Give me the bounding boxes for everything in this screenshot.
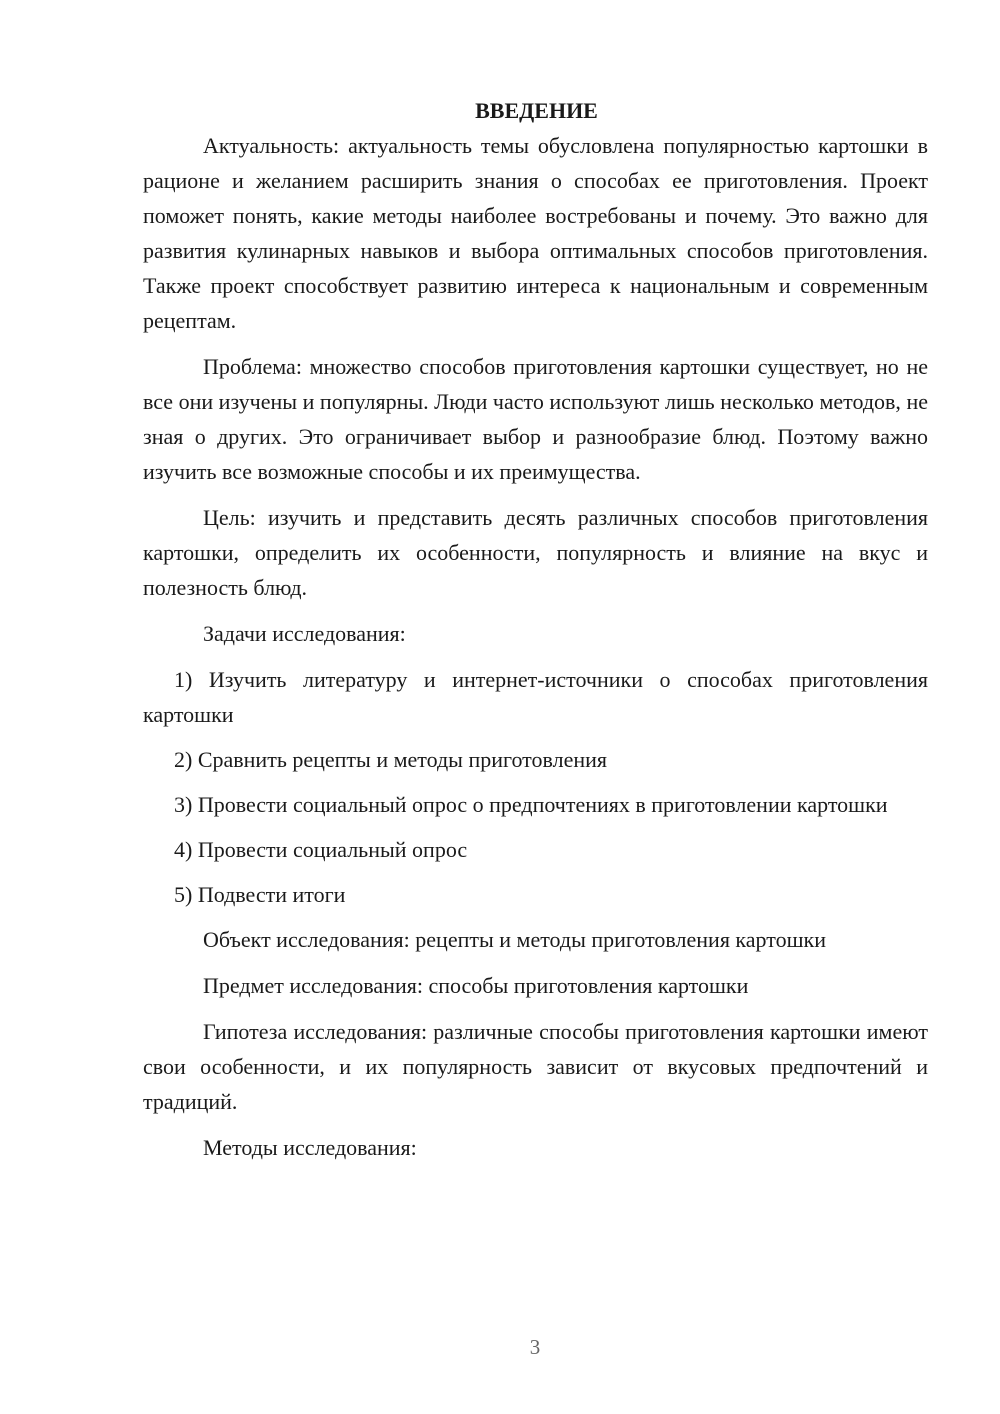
task-item: 3) Провести социальный опрос о предпочтениях в приготовлении картошки bbox=[174, 792, 888, 817]
paragraph-object: Объект исследования: рецепты и методы приготовления картошки bbox=[203, 927, 826, 952]
task-item: 5) Подвести итоги bbox=[174, 882, 346, 907]
task-item: 4) Провести социальный опрос bbox=[174, 837, 468, 862]
paragraph-subject: Предмет исследования: способы приготовления картошки bbox=[203, 973, 749, 998]
paragraph-methods: Методы исследования: bbox=[203, 1135, 417, 1160]
task-item: 2) Сравнить рецепты и методы приготовления bbox=[174, 747, 608, 772]
paragraph-tasks-heading: Задачи исследования: bbox=[203, 621, 406, 646]
document-body bbox=[143, 93, 928, 1176]
page-number: 3 bbox=[529, 1335, 541, 1359]
task-item: 1) Изучить литературу и интернет-источники о способах приготовления картошки bbox=[143, 667, 928, 727]
paragraph-problem: Проблема: множество способов приготовления картошки существует, но не все они изучены и популярны. Люди часто используют лишь несколько методов, не зная о других. Это ограничивает выбор и разнообразие блюд. Поэтому важно изучить все возможные способы и их преимущества. bbox=[143, 354, 928, 484]
paragraph-hypothesis: Гипотеза исследования: различные способы приготовления картошки имеют свои особенности, и их популярность зависит от вкусовых предпочтений и традиций. bbox=[143, 1019, 928, 1114]
paragraph-relevance: Актуальность: актуальность темы обусловлена популярностью картошки в рационе и желанием расширить знания о способах ее приготовления. Проект поможет понять, какие методы наиболее востребованы и почему. Это важно для развития кулинарных навыков и выбора оптимальных способов приготовления. Также проект способствует развитию интереса к национальным и современным рецептам. bbox=[143, 133, 928, 333]
paragraph-goal: Цель: изучить и представить десять различных способов приготовления картошки, определить их особенности, популярность и влияние на вкус и полезность блюд. bbox=[143, 505, 928, 600]
section-title: ВВЕДЕНИЕ bbox=[475, 98, 598, 123]
